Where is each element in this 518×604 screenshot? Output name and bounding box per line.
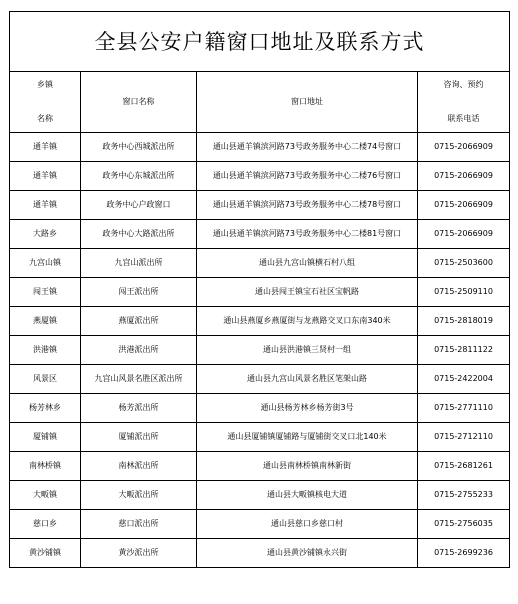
phone-cell: 0715-2509110 bbox=[418, 278, 510, 307]
town-cell: 厦铺镇 bbox=[10, 423, 81, 452]
window-name-cell: 政务中心西城派出所 bbox=[81, 133, 197, 162]
table-row bbox=[10, 191, 510, 220]
address-cell: 通山县大畈镇核电大道 bbox=[197, 481, 418, 510]
window-name-cell: 政务中心大路派出所 bbox=[81, 220, 197, 249]
window-name-cell: 大畈派出所 bbox=[81, 481, 197, 510]
phone-cell: 0715-2755233 bbox=[418, 481, 510, 510]
address-cell: 通山县洪港镇三贤村一组 bbox=[197, 336, 418, 365]
address-cell: 通山县慈口乡慈口村 bbox=[197, 510, 418, 539]
window-name-cell: 慈口派出所 bbox=[81, 510, 197, 539]
window-name-cell: 政务中心东城派出所 bbox=[81, 162, 197, 191]
phone-cell: 0715-2066909 bbox=[418, 162, 510, 191]
table-row bbox=[10, 162, 510, 191]
table-row bbox=[10, 510, 510, 539]
phone-cell: 0715-2066909 bbox=[418, 133, 510, 162]
address-cell: 通山县通羊镇滨河路73号政务服务中心二楼81号窗口 bbox=[197, 220, 418, 249]
table-row bbox=[10, 336, 510, 365]
phone-cell: 0715-2712110 bbox=[418, 423, 510, 452]
phone-cell: 0715-2066909 bbox=[418, 220, 510, 249]
phone-cell: 0715-2811122 bbox=[418, 336, 510, 365]
town-cell: 风景区 bbox=[10, 365, 81, 394]
phone-cell: 0715-2818019 bbox=[418, 307, 510, 336]
town-cell: 南林桥镇 bbox=[10, 452, 81, 481]
town-cell: 大畈镇 bbox=[10, 481, 81, 510]
town-cell: 大路乡 bbox=[10, 220, 81, 249]
header-phone bbox=[418, 72, 510, 133]
table-row bbox=[10, 249, 510, 278]
table-row bbox=[10, 539, 510, 568]
header-town bbox=[10, 72, 81, 133]
table-header bbox=[10, 72, 510, 133]
page-title: 全县公安户籍窗口地址及联系方式 bbox=[10, 12, 510, 72]
table-row bbox=[10, 481, 510, 510]
address-cell: 通山县九宫山风景名胜区笔架山路 bbox=[197, 365, 418, 394]
window-name-cell: 政务中心户政窗口 bbox=[81, 191, 197, 220]
phone-cell: 0715-2699236 bbox=[418, 539, 510, 568]
table-row bbox=[10, 133, 510, 162]
header-window-name: 窗口名称 bbox=[81, 72, 197, 133]
window-name-cell: 黄沙派出所 bbox=[81, 539, 197, 568]
address-cell: 通山县燕厦乡燕厦街与龙燕路交叉口东南340米 bbox=[197, 307, 418, 336]
window-name-cell: 燕厦派出所 bbox=[81, 307, 197, 336]
contact-sheet bbox=[9, 11, 509, 568]
table-row bbox=[10, 278, 510, 307]
address-cell: 通山县闯王镇宝石社区宝帆路 bbox=[197, 278, 418, 307]
window-name-cell: 九宫山风景名胜区派出所 bbox=[81, 365, 197, 394]
town-cell: 慈口乡 bbox=[10, 510, 81, 539]
window-name-cell: 洪港派出所 bbox=[81, 336, 197, 365]
table-row bbox=[10, 452, 510, 481]
window-name-cell: 九宫山派出所 bbox=[81, 249, 197, 278]
address-cell: 通山县黄沙铺镇永兴街 bbox=[197, 539, 418, 568]
window-table bbox=[9, 11, 510, 568]
address-cell: 通山县通羊镇滨河路73号政务服务中心二楼78号窗口 bbox=[197, 191, 418, 220]
phone-cell: 0715-2066909 bbox=[418, 191, 510, 220]
town-cell: 通羊镇 bbox=[10, 133, 81, 162]
window-name-cell: 闯王派出所 bbox=[81, 278, 197, 307]
town-cell: 洪港镇 bbox=[10, 336, 81, 365]
address-cell: 通山县杨芳林乡杨芳街3号 bbox=[197, 394, 418, 423]
phone-cell: 0715-2771110 bbox=[418, 394, 510, 423]
town-cell: 通羊镇 bbox=[10, 162, 81, 191]
town-cell: 闯王镇 bbox=[10, 278, 81, 307]
town-cell: 燕厦镇 bbox=[10, 307, 81, 336]
town-cell: 通羊镇 bbox=[10, 191, 81, 220]
phone-cell: 0715-2422004 bbox=[418, 365, 510, 394]
table-row bbox=[10, 307, 510, 336]
header-phone-line2: 联系电话 bbox=[447, 114, 480, 123]
phone-cell: 0715-2756035 bbox=[418, 510, 510, 539]
header-town-line1: 乡镇 bbox=[37, 80, 53, 89]
table-row bbox=[10, 365, 510, 394]
window-name-cell: 杨芳派出所 bbox=[81, 394, 197, 423]
header-phone-line1: 咨询、预约 bbox=[443, 80, 484, 89]
phone-cell: 0715-2681261 bbox=[418, 452, 510, 481]
table-row bbox=[10, 220, 510, 249]
header-town-line2: 名称 bbox=[37, 114, 53, 123]
address-cell: 通山县通羊镇滨河路73号政务服务中心二楼74号窗口 bbox=[197, 133, 418, 162]
header-window-address: 窗口地址 bbox=[197, 72, 418, 133]
town-cell: 黄沙铺镇 bbox=[10, 539, 81, 568]
address-cell: 通山县南林桥镇南林新街 bbox=[197, 452, 418, 481]
window-name-cell: 南林派出所 bbox=[81, 452, 197, 481]
phone-cell: 0715-2503600 bbox=[418, 249, 510, 278]
address-cell: 通山县九宫山镇横石村八组 bbox=[197, 249, 418, 278]
town-cell: 杨芳林乡 bbox=[10, 394, 81, 423]
window-name-cell: 厦铺派出所 bbox=[81, 423, 197, 452]
address-cell: 通山县通羊镇滨河路73号政务服务中心二楼76号窗口 bbox=[197, 162, 418, 191]
town-cell: 九宫山镇 bbox=[10, 249, 81, 278]
table-row bbox=[10, 394, 510, 423]
table-row bbox=[10, 423, 510, 452]
address-cell: 通山县厦铺镇厦铺路与厦铺街交叉口北140米 bbox=[197, 423, 418, 452]
